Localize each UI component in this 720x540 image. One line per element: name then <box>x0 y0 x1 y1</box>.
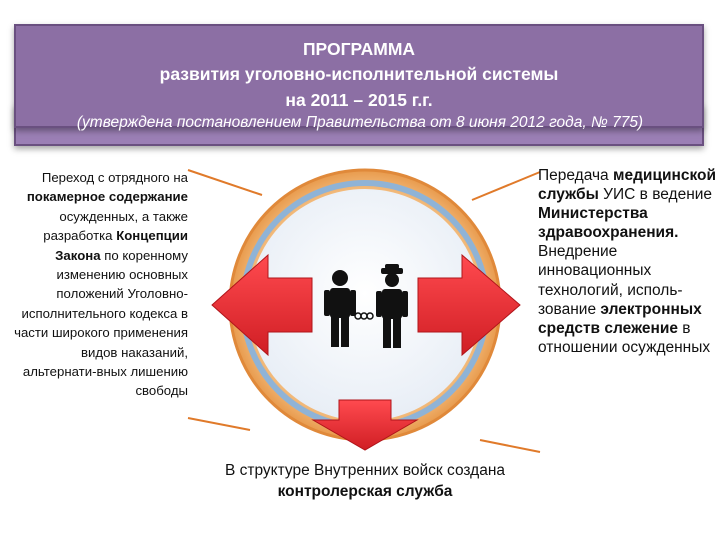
program-years: на 2011 – 2015 г.г. <box>285 90 433 110</box>
right-text-block <box>538 166 720 357</box>
left-text-part: осужденных, а также разработка <box>43 208 188 244</box>
left-text-block <box>6 168 188 401</box>
left-bottom-connector-line <box>188 418 250 430</box>
right-text-bold: медицинской службы <box>538 167 717 204</box>
left-text-bold: Концепции Закона <box>55 228 188 263</box>
right-bottom-connector-line <box>480 440 540 452</box>
left-text-part: по коренному изменению основных положений Уголовно-исполнительного кодекса в части широкого применения видов наказаний, альтернати-вных лишению свободы <box>14 247 188 399</box>
left-text-bold: покамерное содержание <box>26 189 188 205</box>
bottom-text-bold: контролерская служба <box>277 483 453 500</box>
program-approval-note: (утверждена постановлением Правительства от 8 июня 2012 года, № 775) <box>76 114 644 131</box>
right-text-part: Передача <box>538 167 613 184</box>
right-text-part: УИС в ведение <box>598 186 713 204</box>
right-text-part: Внедрение инновационных технологий, исполь-зование <box>538 243 683 318</box>
right-connector-line <box>472 172 540 200</box>
right-text-bold: Министерства здравоохранения. <box>538 205 679 242</box>
left-text-part: Переход с отрядного на <box>41 170 188 185</box>
right-text-part: в отношении осужденных <box>538 319 711 356</box>
program-title: ПРОГРАММА <box>302 39 416 59</box>
program-subtitle-line: развития уголовно-исполнительной системы <box>159 64 559 84</box>
bottom-text-part: В структуре Внутренних войск создана <box>224 462 506 479</box>
right-text-bold: электронных средств слежение <box>538 300 702 337</box>
left-connector-line <box>188 170 262 195</box>
bottom-text-block <box>210 460 520 502</box>
